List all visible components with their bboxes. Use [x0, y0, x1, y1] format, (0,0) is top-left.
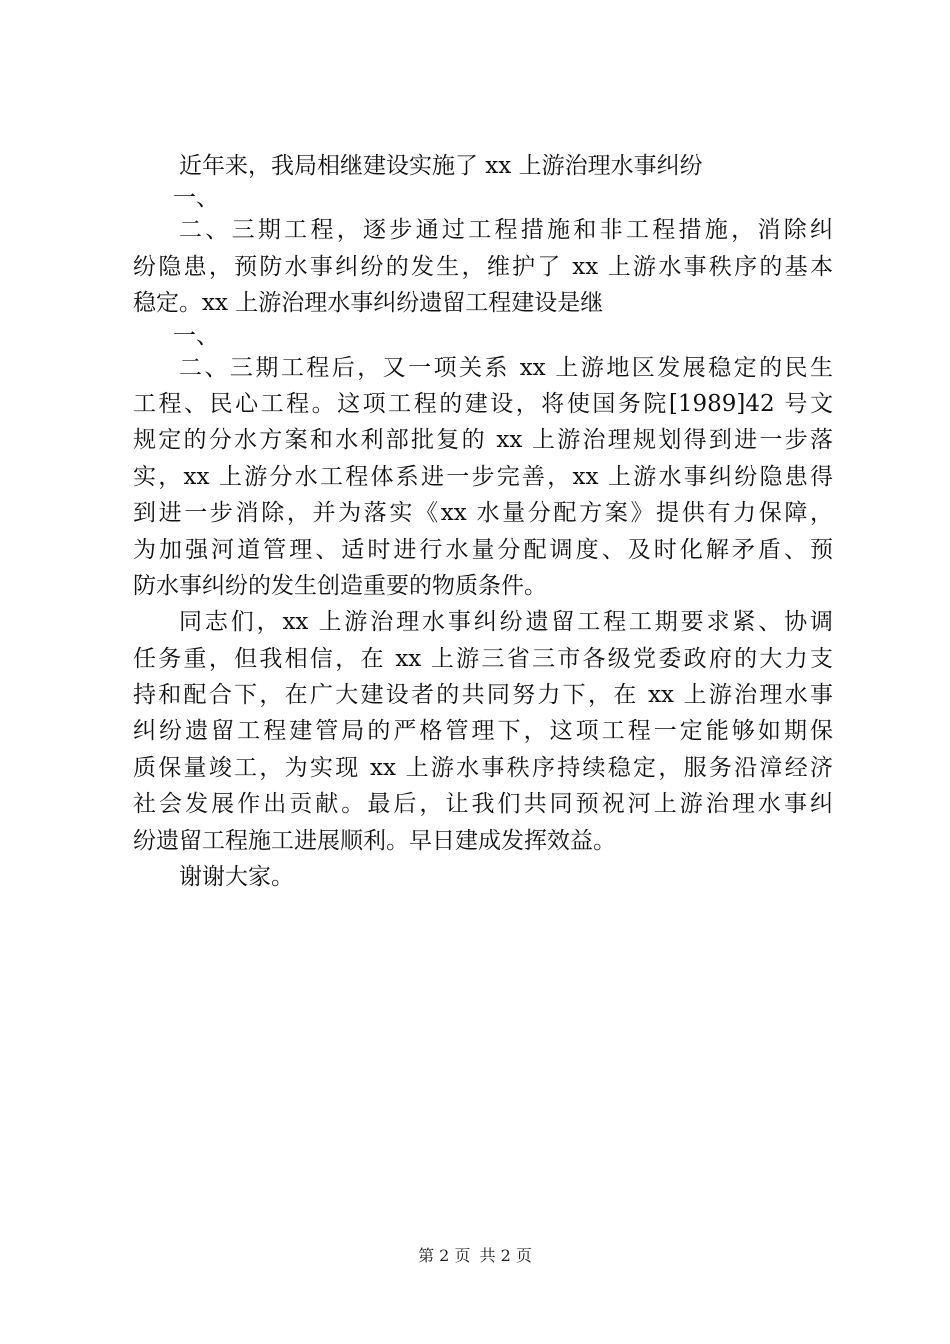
paragraph-line: 近年来，我局相继建设实施了 xx 上游治理水事纠纷	[179, 153, 703, 179]
paragraph-line: 一、	[173, 185, 219, 212]
paragraph-line: 防水事纠纷的发生创造重要的物质条件。	[133, 572, 547, 599]
paragraph-line: 社会发展作出贡献。最后，让我们共同预祝河上游治理水事纠	[133, 791, 833, 818]
paragraph-line: 规定的分水方案和水利部批复的 xx 上游治理规划得到进一步落	[133, 427, 833, 454]
page-footer	[0, 1243, 950, 1266]
paragraph-line: 质保量竣工，为实现 xx 上游水事秩序持续稳定，服务沿漳经济	[133, 754, 833, 781]
paragraph-line: 一、	[173, 322, 219, 349]
paragraph-line: 纷遗留工程施工进展顺利。早日建成发挥效益。	[133, 827, 616, 854]
paragraph-line: 工程、民心工程。这项工程的建设，将使国务院[1989]42 号文	[133, 390, 833, 417]
paragraph-line: 同志们，xx 上游治理水事纠纷遗留工程工期要求紧、协调	[179, 609, 833, 636]
paragraph-line: 为加强河道管理、适时进行水量分配调度、及时化解矛盾、预	[133, 536, 833, 563]
paragraph-line: 持和配合下，在广大建设者的共同努力下，在 xx 上游治理水事	[133, 682, 833, 709]
paragraph-line: 二、三期工程后，又一项关系 xx 上游地区发展稳定的民生	[179, 354, 833, 381]
paragraph-line: 二、三期工程，逐步通过工程措施和非工程措施，消除纠	[179, 217, 833, 244]
paragraph-line: 任务重，但我相信，在 xx 上游三省三市各级党委政府的大力支	[133, 645, 833, 672]
paragraph-line: 稳定。xx 上游治理水事纠纷遗留工程建设是继	[133, 290, 604, 317]
paragraph-line: 到进一步消除，并为落实《xx 水量分配方案》提供有力保障，	[133, 500, 833, 527]
paragraph-line: 纷隐患，预防水事纠纷的发生，维护了 xx 上游水事秩序的基本	[133, 253, 833, 280]
document-body	[133, 148, 833, 895]
paragraph-line: 纠纷遗留工程建管局的严格管理下，这项工程一定能够如期保	[133, 718, 833, 745]
page-total: 共 2 页	[479, 1246, 532, 1265]
paragraph-line: 谢谢大家。	[179, 864, 294, 891]
page-number: 第 2 页	[418, 1246, 471, 1265]
paragraph-line: 实，xx 上游分水工程体系进一步完善，xx 上游水事纠纷隐患得	[133, 463, 833, 490]
